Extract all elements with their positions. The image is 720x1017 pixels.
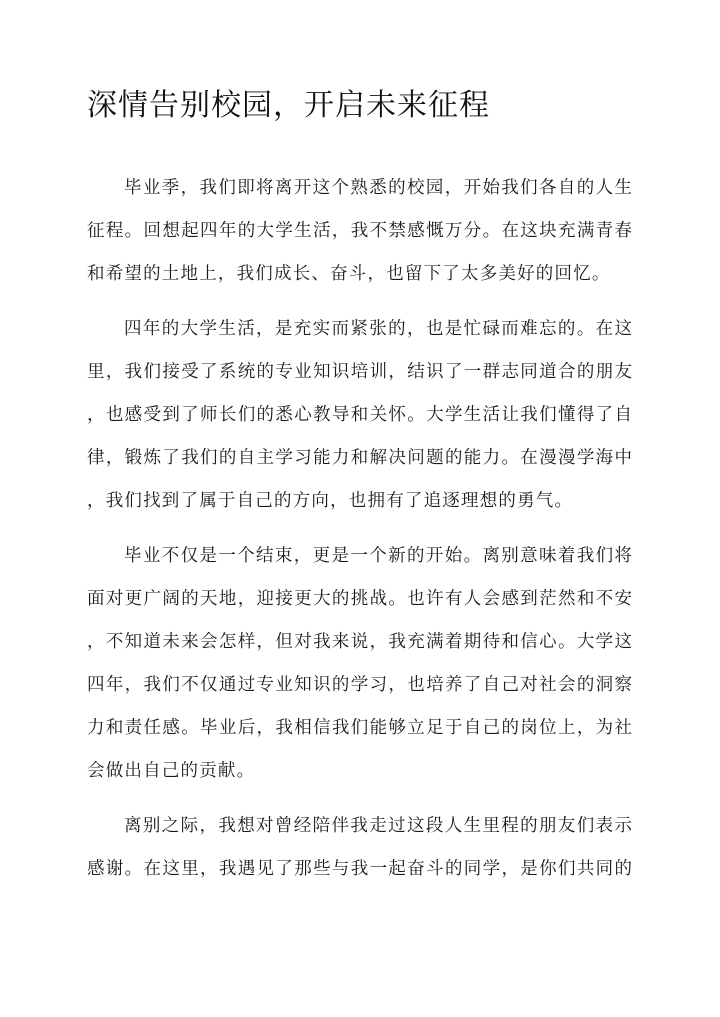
- paragraph-2-line-5: ，我们找到了属于自己的方向，也拥有了追逐理想的勇气。: [87, 491, 574, 511]
- document-title: 深情告别校园，开启未来征程: [87, 88, 490, 123]
- paragraph-2-line-3: ，也感受到了师长们的悉心教导和关怀。大学生活让我们懂得了自: [87, 405, 632, 425]
- paragraph-4-line-1: 离别之际，我想对曾经陪伴我走过这段人生里程的朋友们表示: [124, 816, 632, 836]
- paragraph-2-line-1: 四年的大学生活，是充实而紧张的，也是忙碌而难忘的。在这: [124, 319, 632, 339]
- paragraph-3-line-3: ，不知道未来会怎样，但对我来说，我充满着期待和信心。大学这: [87, 632, 632, 652]
- paragraph-3-line-6: 会做出自己的贡献。: [87, 761, 256, 781]
- paragraph-1-line-2: 征程。回想起四年的大学生活，我不禁感慨万分。在这块充满青春: [87, 221, 632, 241]
- paragraph-1-line-1: 毕业季，我们即将离开这个熟悉的校园，开始我们各自的人生: [124, 178, 632, 198]
- paragraph-2-line-4: 律，锻炼了我们的自主学习能力和解决问题的能力。在漫漫学海中: [87, 448, 632, 468]
- paragraph-4-line-2: 感谢。在这里，我遇见了那些与我一起奋斗的同学，是你们共同的: [87, 859, 632, 879]
- paragraph-1-line-3: 和希望的土地上，我们成长、奋斗，也留下了太多美好的回忆。: [87, 264, 611, 284]
- paragraph-3-line-1: 毕业不仅是一个结束，更是一个新的开始。离别意味着我们将: [124, 546, 632, 566]
- paragraph-3-line-2: 面对更广阔的天地，迎接更大的挑战。也许有人会感到茫然和不安: [87, 589, 632, 609]
- paragraph-2-line-2: 里，我们接受了系统的专业知识培训，结识了一群志同道合的朋友: [87, 362, 632, 382]
- paragraph-3-line-4: 四年，我们不仅通过专业知识的学习，也培养了自己对社会的洞察: [87, 675, 632, 695]
- paragraph-3-line-5: 力和责任感。毕业后，我相信我们能够立足于自己的岗位上，为社: [87, 718, 632, 738]
